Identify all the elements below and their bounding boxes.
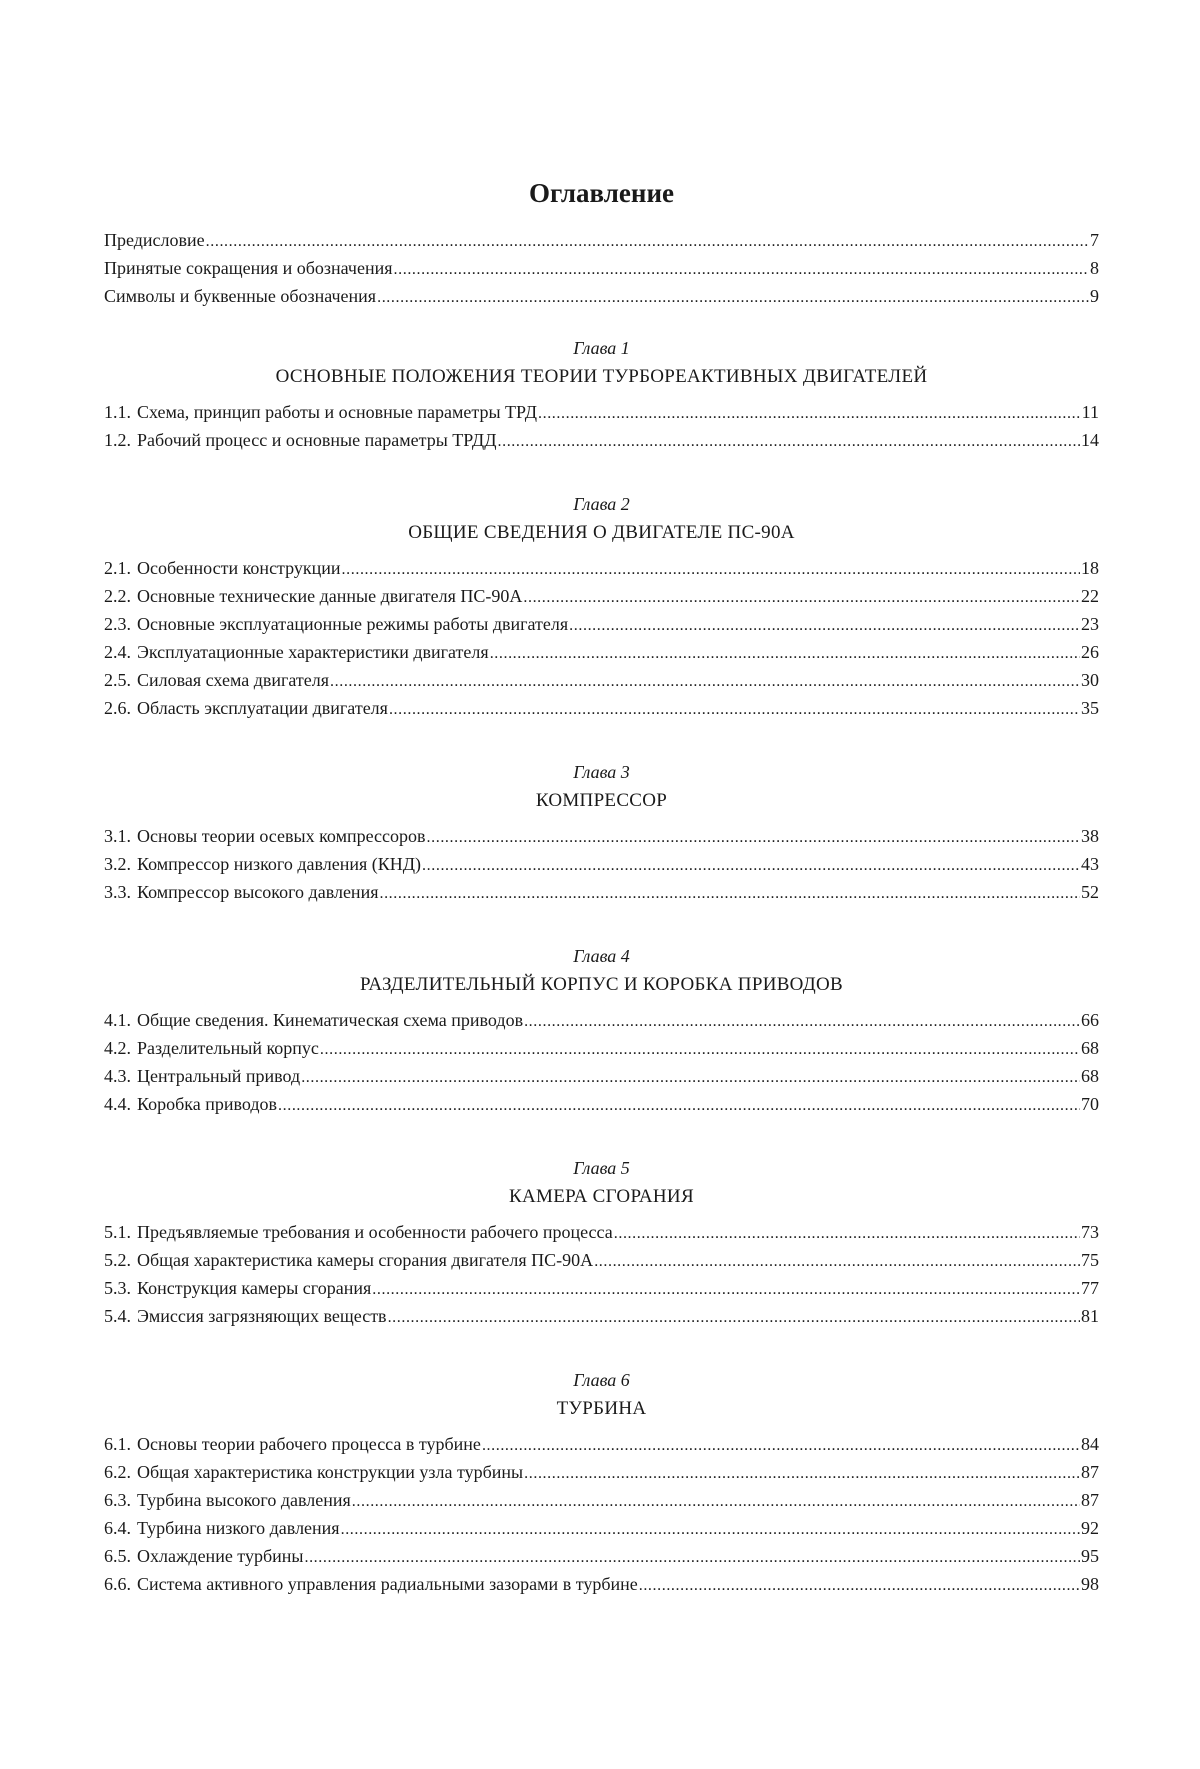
section-list [104,398,1099,454]
toc-entry[interactable] [104,1218,1099,1246]
toc-title: Оглавление [529,178,674,208]
entry-page: 38 [1081,826,1099,846]
toc-entry[interactable] [104,582,1099,610]
section-list [104,1218,1099,1330]
section-number: 5.4. [104,1306,131,1326]
entry-page: 11 [1081,402,1099,422]
section-number: 6.1. [104,1434,131,1454]
entry-page: 98 [1081,1574,1099,1594]
chapter-label: Глава 2 [573,494,630,514]
dot-leader [388,1302,1080,1330]
entry-text: Предъявляемые требования и особенности рабочего процесса [137,1222,613,1242]
entry-text: Область эксплуатации двигателя [137,698,388,718]
entry-text: Общая характеристика конструкции узла турбины [137,1462,524,1482]
chapter-label: Глава 3 [573,762,630,782]
entry-page: 87 [1081,1490,1099,1510]
entry-page: 22 [1081,586,1099,606]
entry-page: 68 [1081,1038,1099,1058]
entry-page: 35 [1081,698,1099,718]
entry-text: Компрессор низкого давления (КНД) [137,854,422,874]
toc-entry[interactable] [104,850,1099,878]
section-number: 4.4. [104,1094,131,1114]
dot-leader [206,226,1089,254]
dot-leader [377,282,1089,310]
toc-entry[interactable] [104,1302,1099,1330]
dot-leader [320,1034,1080,1062]
section-number: 3.1. [104,826,131,846]
section-number: 6.3. [104,1490,131,1510]
entry-text: Основы теории осевых компрессоров [137,826,426,846]
chapter-title: ТУРБИНА [556,1398,647,1419]
entry-page: 92 [1081,1518,1099,1538]
entry-text: Символы и буквенные обозначения [104,286,377,306]
entry-text: Общая характеристика камеры сгорания двигателя ПС-90А [137,1250,594,1270]
section-list [104,822,1099,906]
entry-text: Силовая схема двигателя [137,670,330,690]
toc-entry[interactable] [104,1062,1099,1090]
entry-text: Охлаждение турбины [137,1546,304,1566]
entry-page: 8 [1090,258,1099,278]
dot-leader [341,1514,1080,1542]
entry-text: Система активного управления радиальными зазорами в турбине [137,1574,638,1594]
toc-entry[interactable] [104,638,1099,666]
entry-page: 95 [1081,1546,1099,1566]
dot-leader [278,1090,1080,1118]
toc-entry[interactable] [104,226,1099,254]
entry-text: Особенности конструкции [137,558,341,578]
dot-leader [498,426,1081,454]
section-number: 6.4. [104,1518,131,1538]
section-number: 5.1. [104,1222,131,1242]
entry-page: 68 [1081,1066,1099,1086]
dot-leader [352,1486,1080,1514]
entry-page: 23 [1081,614,1099,634]
chapter-label: Глава 4 [573,946,630,966]
dot-leader [422,850,1080,878]
entry-page: 87 [1081,1462,1099,1482]
toc-entry[interactable] [104,1246,1099,1274]
section-list [104,554,1099,722]
toc-entry[interactable] [104,1090,1099,1118]
dot-leader [594,1246,1080,1274]
toc-entry[interactable] [104,1486,1099,1514]
chapter-block [104,942,1099,1118]
entry-text: Предисловие [104,230,205,250]
entry-page: 84 [1081,1434,1099,1454]
dot-leader [490,638,1080,666]
section-number: 5.2. [104,1250,131,1270]
dot-leader [389,694,1080,722]
section-number: 2.3. [104,614,131,634]
section-number: 3.3. [104,882,131,902]
section-number: 1.1. [104,402,131,422]
dot-leader [538,398,1081,426]
toc-entry[interactable] [104,610,1099,638]
entry-text: Турбина высокого давления [137,1490,351,1510]
dot-leader [524,1006,1080,1034]
section-number: 6.2. [104,1462,131,1482]
entry-text: Основные технические данные двигателя ПС-90А [137,586,523,606]
dot-leader [301,1062,1080,1090]
toc-entry[interactable] [104,398,1099,426]
section-number: 1.2. [104,430,131,450]
chapter-title: ОСНОВНЫЕ ПОЛОЖЕНИЯ ТЕОРИИ ТУРБОРЕАКТИВНЫХ ДВИГАТЕЛЕЙ [275,366,928,387]
section-list [104,1006,1099,1118]
toc-entry[interactable] [104,554,1099,582]
entry-page: 18 [1081,558,1099,578]
section-number: 5.3. [104,1278,131,1298]
section-number: 2.5. [104,670,131,690]
entry-text: Принятые сокращения и обозначения [104,258,393,278]
section-number: 2.6. [104,698,131,718]
dot-leader [394,254,1089,282]
toc-entry[interactable] [104,426,1099,454]
entry-page: 7 [1090,230,1099,250]
dot-leader [330,666,1080,694]
chapter-title: КОМПРЕССОР [535,790,668,811]
entry-page: 26 [1081,642,1099,662]
entry-page: 30 [1081,670,1099,690]
toc-entry[interactable] [104,666,1099,694]
entry-page: 73 [1081,1222,1099,1242]
toc-entry[interactable] [104,822,1099,850]
section-number: 2.1. [104,558,131,578]
chapter-block [104,334,1099,454]
entry-page: 43 [1081,854,1099,874]
section-list [104,1430,1099,1598]
section-number: 6.6. [104,1574,131,1594]
dot-leader [379,878,1080,906]
entry-text: Эмиссия загрязняющих веществ [137,1306,387,1326]
entry-page: 66 [1081,1010,1099,1030]
dot-leader [304,1542,1080,1570]
toc-entry[interactable] [104,1034,1099,1062]
chapter-title: ОБЩИЕ СВЕДЕНИЯ О ДВИГАТЕЛЕ ПС-90А [408,522,795,543]
section-number: 4.1. [104,1010,131,1030]
entry-text: Общие сведения. Кинематическая схема приводов [137,1010,524,1030]
toc-entry[interactable] [104,694,1099,722]
entry-page: 14 [1081,430,1099,450]
dot-leader [524,1458,1080,1486]
section-number: 2.4. [104,642,131,662]
entry-text: Компрессор высокого давления [137,882,379,902]
entry-text: Конструкция камеры сгорания [137,1278,372,1298]
chapter-block [104,1366,1099,1598]
section-number: 4.2. [104,1038,131,1058]
entry-text: Основы теории рабочего процесса в турбине [137,1434,481,1454]
entry-text: Эксплуатационные характеристики двигателя [137,642,489,662]
section-number: 3.2. [104,854,131,874]
front-matter-list [104,226,1099,310]
chapters-container [104,334,1099,1598]
dot-leader [569,610,1080,638]
dot-leader [372,1274,1080,1302]
chapter-block [104,758,1099,906]
toc-entry[interactable] [104,1274,1099,1302]
dot-leader [614,1218,1080,1246]
entry-page: 75 [1081,1250,1099,1270]
entry-page: 9 [1090,286,1099,306]
chapter-block [104,490,1099,722]
chapter-label: Глава 1 [573,338,630,358]
chapter-title: КАМЕРА СГОРАНИЯ [509,1186,694,1207]
entry-text: Основные эксплуатационные режимы работы двигателя [137,614,569,634]
chapter-label: Глава 6 [573,1370,630,1390]
entry-text: Турбина низкого давления [137,1518,340,1538]
section-number: 4.3. [104,1066,131,1086]
toc-entry[interactable] [104,254,1099,282]
entry-text: Рабочий процесс и основные параметры ТРДД [137,430,497,450]
chapter-label: Глава 5 [573,1158,630,1178]
toc-entry[interactable] [104,1430,1099,1458]
entry-page: 81 [1081,1306,1099,1326]
toc-entry[interactable] [104,1006,1099,1034]
toc-entry[interactable] [104,1514,1099,1542]
section-number: 6.5. [104,1546,131,1566]
entry-page: 77 [1081,1278,1099,1298]
dot-leader [342,554,1080,582]
dot-leader [482,1430,1080,1458]
toc-entry[interactable] [104,1458,1099,1486]
entry-page: 52 [1081,882,1099,902]
entry-text: Коробка приводов [137,1094,278,1114]
section-number: 2.2. [104,586,131,606]
toc-entry[interactable] [104,282,1099,310]
entry-text: Схема, принцип работы и основные параметры ТРД [137,402,537,422]
entry-page: 70 [1081,1094,1099,1114]
entry-text: Разделительный корпус [137,1038,319,1058]
toc-entry[interactable] [104,1570,1099,1598]
dot-leader [523,582,1080,610]
chapter-title: РАЗДЕЛИТЕЛЬНЫЙ КОРПУС И КОРОБКА ПРИВОДОВ [359,974,844,995]
chapter-block [104,1154,1099,1330]
entry-text: Центральный привод [137,1066,301,1086]
dot-leader [427,822,1080,850]
toc-entry[interactable] [104,878,1099,906]
toc-entry[interactable] [104,1542,1099,1570]
dot-leader [639,1570,1080,1598]
